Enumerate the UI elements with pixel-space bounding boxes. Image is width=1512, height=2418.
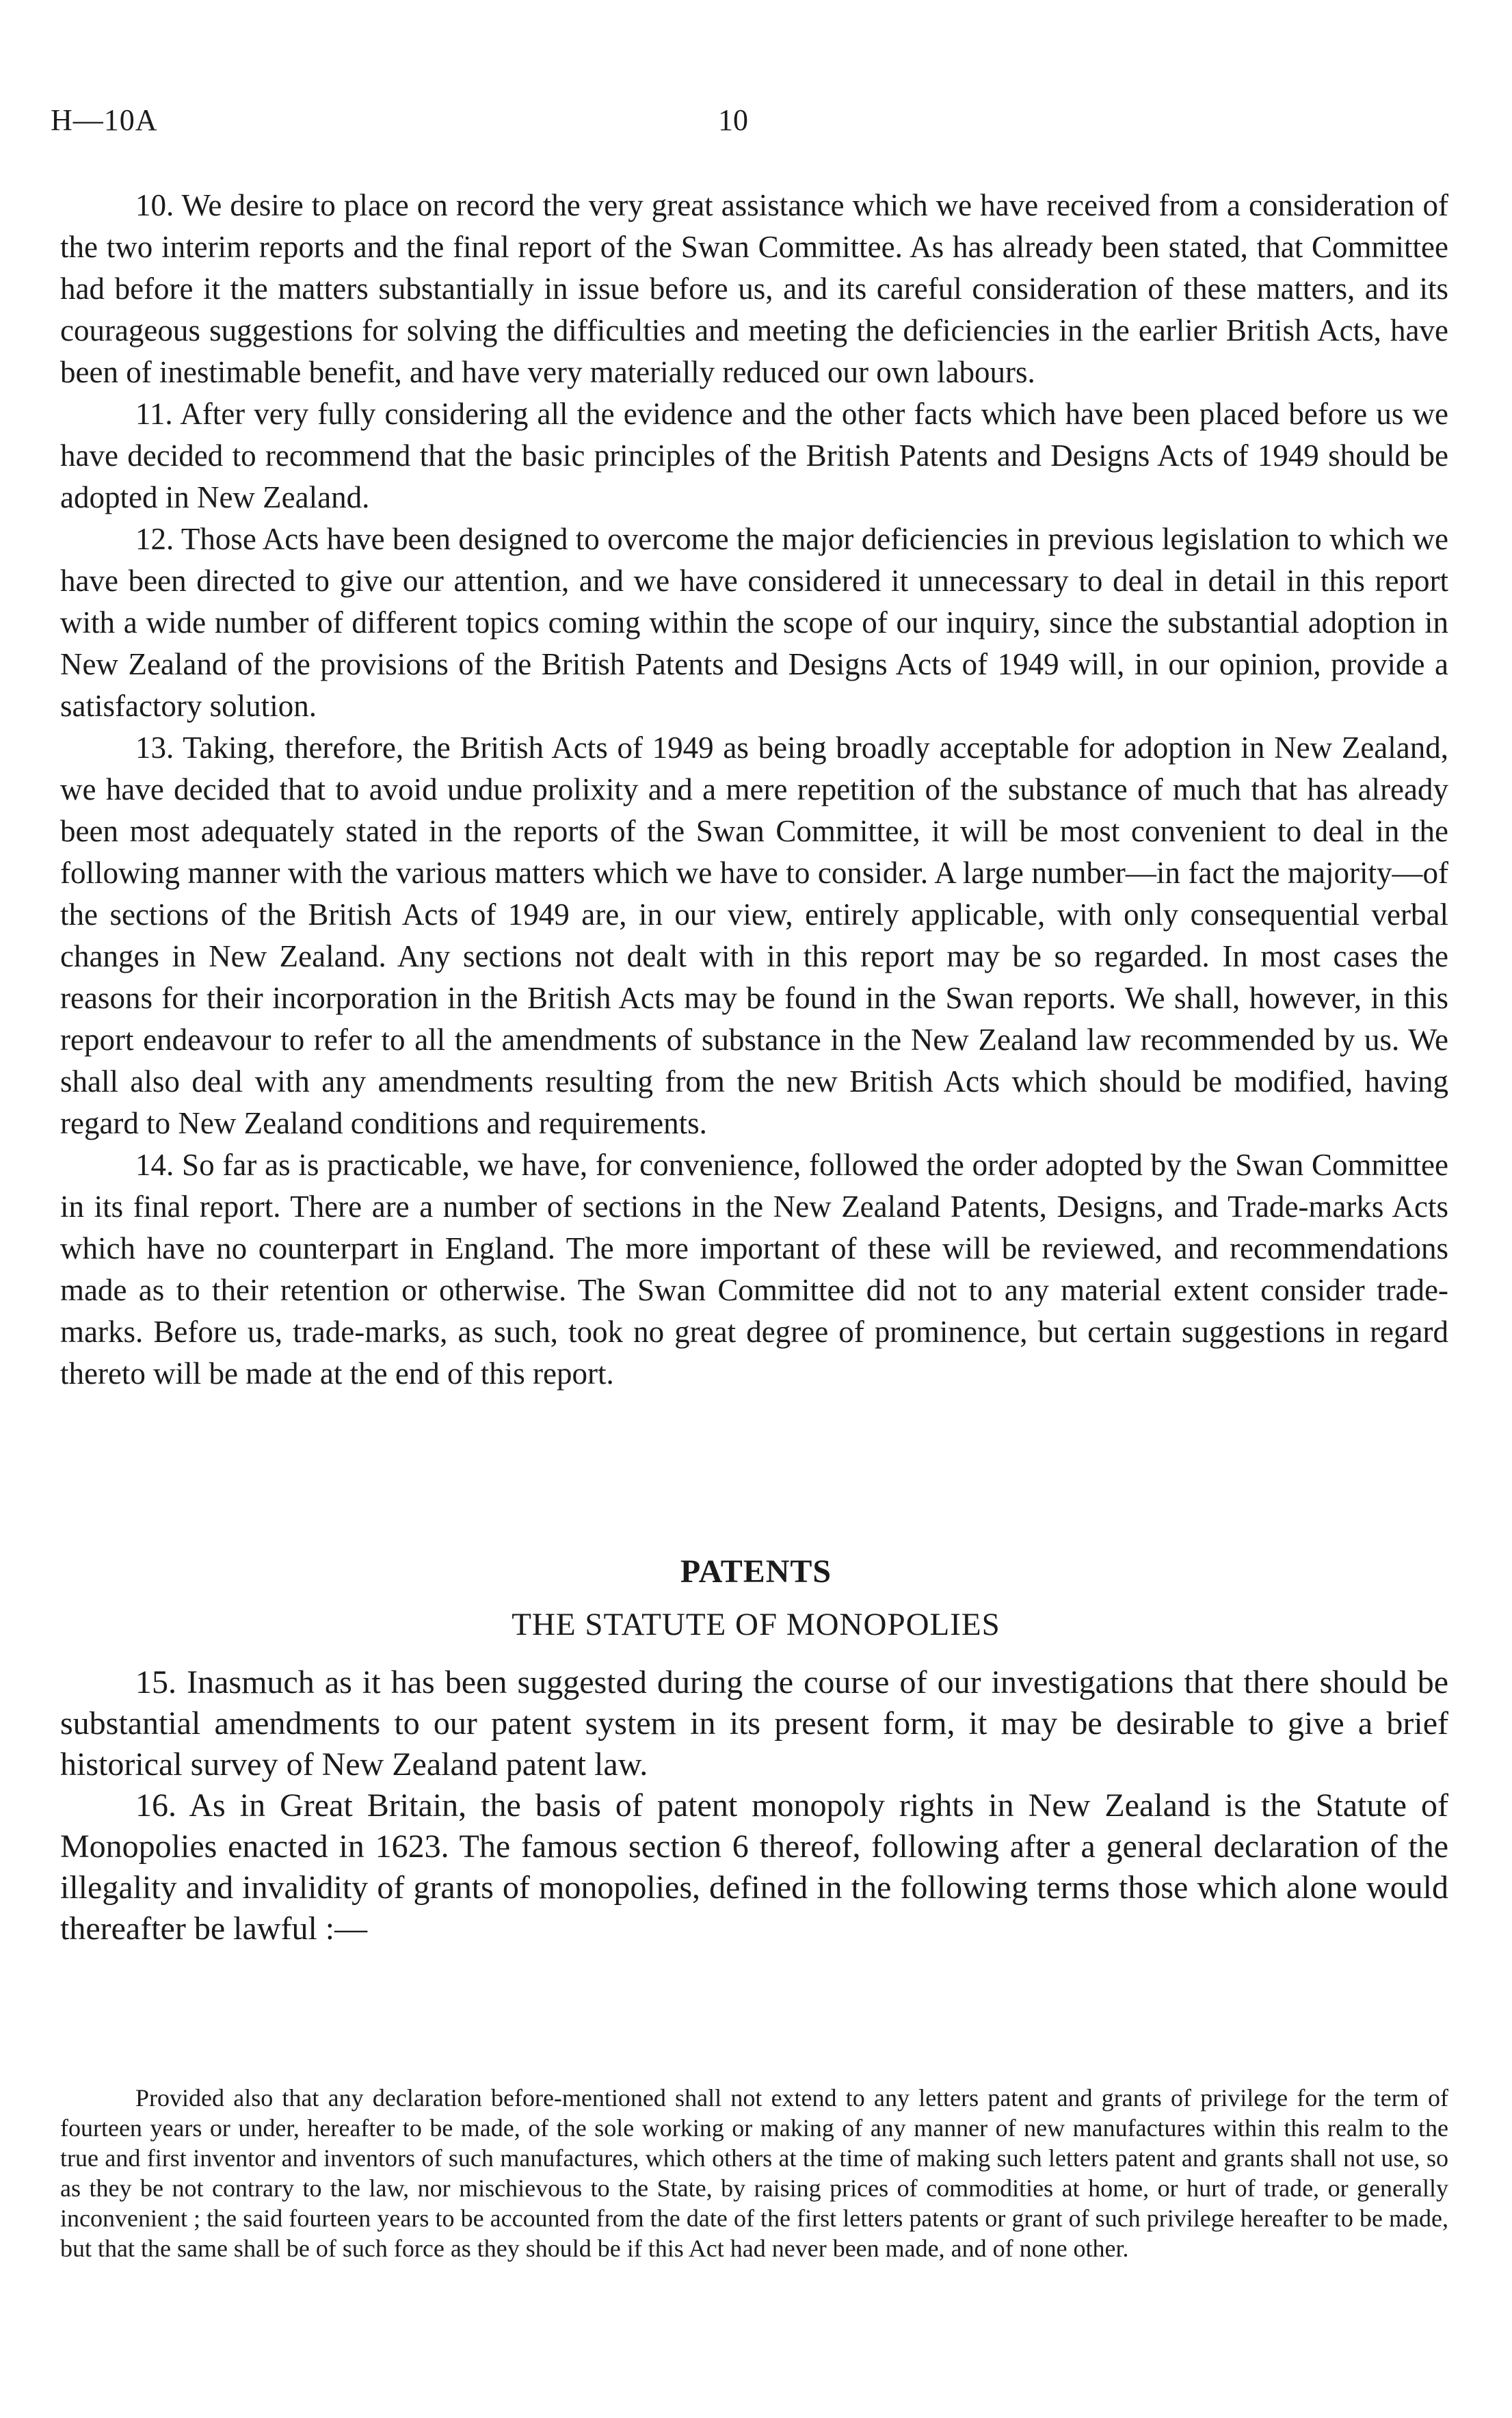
paragraph-10: 10. We desire to place on record the very great assistance which we have received from a consideration of the two interim reports and the final report of the Swan Committee. As has already been stated, that Committee had before it the matters substantially in issue before us, and its careful consideration of these matters, and its courageous suggestions for solving the difficulties and meeting the deficiencies in the earlier British Acts, have been of inestimable benefit, and have very materially reduced our own labours. [60,188,1448,389]
subsection-heading-statute: THE STATUTE OF MONOPOLIES [512,1607,1000,1642]
paragraph-11: 11. After very fully considering all the evidence and the other facts which have been placed before us we have decided to recommend that the basic principles of the British Patents and Designs Acts of 1949 should be adopted in New Zealand. [60,397,1448,514]
statute-quotation: Provided also that any declaration before-mentioned shall not extend to any letters patent and grants of privilege for the term of fourteen years or under, hereafter to be made, of the sole working or making of any manner of new manufactures within this realm to the true and first inventor and inventors of such manufactures, which others at the time of making such letters patent and grants shall not use, so as they be not contrary to the law, nor mischievous to the State, by raising prices of commodities at home, or hurt of trade, or generally inconvenient ; the said fourteen years to be accounted from the date of the first letters patents or grant of such privilege hereafter to be made, but that the same shall be of such force as they should be if this Act had never been made, and of none other. [60,2084,1448,2262]
paragraph-16: 16. As in Great Britain, the basis of patent monopoly rights in New Zealand is the Statute of Monopolies enacted in 1623. The famous section 6 thereof, following after a general declaration of the illegality and invalidity of grants of monopolies, defined in the following terms those which alone would thereafter be lawful :— [60,1787,1448,1947]
paragraph-15: 15. Inasmuch as it has been suggested during the course of our investigations that there should be substantial amendments to our patent system in its present form, it may be desirable to give a brief historical survey of New Zealand patent law. [60,1664,1448,1783]
section-heading-patents: PATENTS [680,1553,832,1590]
report-reference: H—10A [51,103,158,137]
paragraph-14: 14. So far as is practicable, we have, for convenience, followed the order adopted by the Swan Committee in its final report. There are a number of sections in the New Zealand Patents, Designs, and Trade-marks Acts which have no counterpart in England. The more important of these will be reviewed, and recommendations made as to their retention or otherwise. The Swan Committee did not to any material extent consider trade-marks. Before us, trade-marks, as such, took no great degree of prominence, but certain suggestions in regard thereto will be made at the end of this report. [60,1148,1448,1391]
page-number: 10 [718,103,748,137]
paragraph-13: 13. Taking, therefore, the British Acts of 1949 as being broadly acceptable for adoption in New Zealand, we have decided that to avoid undue prolixity and a mere repetition of the substance of much that has already been most adequately stated in the reports of the Swan Committee, it will be most convenient to deal in the following manner with the various matters which we have to consider. A large number—in fact the majority—of the sections of the British Acts of 1949 are, in our view, entirely applicable, with only consequential verbal changes in New Zealand. Any sections not dealt with in this report may be so regarded. In most cases the reasons for their incorporation in the British Acts may be found in the Swan reports. We shall, however, in this report endeavour to refer to all the amendments of substance in the New Zealand law recommended by us. We shall also deal with any amendments resulting from the new British Acts which should be modified, having regard to New Zealand conditions and requirements. [60,731,1448,1140]
patents-paragraphs [60,1662,1448,1949]
paragraph-12: 12. Those Acts have been designed to overcome the major deficiencies in previous legislation to which we have been directed to give our attention, and we have considered it unnecessary to deal in detail in this report with a wide number of different topics coming within the scope of our inquiry, since the substantial adoption in New Zealand of the provisions of the British Patents and Designs Acts of 1949 will, in our opinion, provide a satisfactory solution. [60,522,1448,723]
intro-paragraphs [60,185,1448,1395]
